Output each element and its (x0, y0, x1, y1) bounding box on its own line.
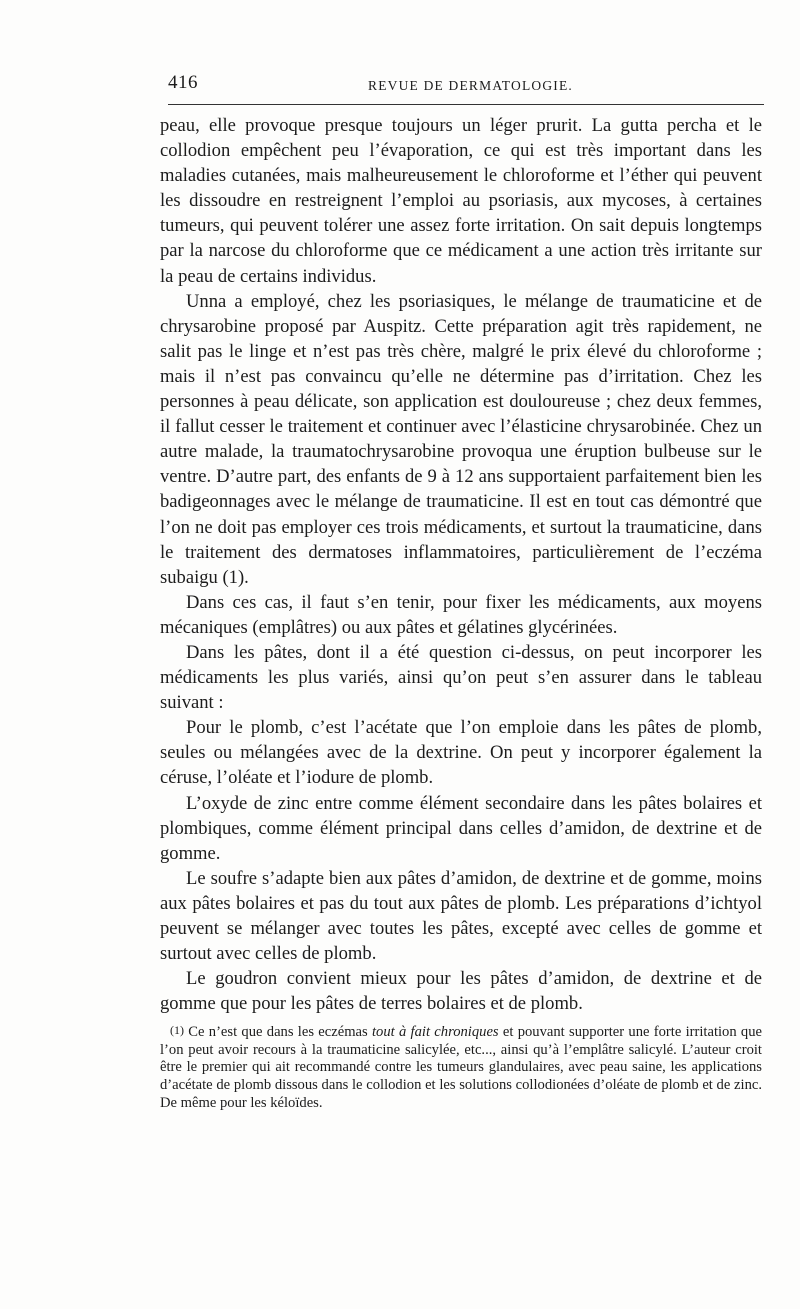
paragraph: Unna a employé, chez les psoriasiques, le mélange de traumaticine et de chrysarobine proposé par Auspitz. Cette préparation agit très rapidement, ne salit pas le linge et n’est pas très chère, malgré le prix élevé du chloroforme ; mais il n’est pas convaincu qu’elle ne détermine pas d’irritation. Chez les personnes à peau délicate, son application est douloureuse ; chez deux femmes, il fallut cesser le traitement et continuer avec l’élasticine chrysarobinée. Chez un autre malade, la traumatochrysarobine provoqua une éruption bulbeuse sur le ventre. D’autre part, des enfants de 9 à 12 ans supportaient parfaitement bien les badigeonnages avec le mélange de traumaticine. Il est en tout cas démontré que l’on ne doit pas employer ces trois médicaments, et surtout la traumaticine, dans le traitement des dermatoses inflammatoires, particulièrement de l’eczéma subaigu (1). (160, 290, 762, 588)
page-number: 416 (168, 72, 198, 93)
header-rule (168, 104, 764, 105)
footnote (160, 1022, 762, 1113)
footnote-text (160, 1022, 762, 1113)
paragraph: Pour le plomb, c’est l’acétate que l’on emploie dans les pâtes de plomb, seules ou mélangées avec de la dextrine. On peut y incorporer également la céruse, l’oléate et l’iodure de plomb. (160, 717, 762, 789)
paragraph: peau, elle provoque presque toujours un léger prurit. La gutta percha et le collodion empêchent peu l’évaporation, ce qui est très important dans les maladies cutanées, mais malheureusement le chloroforme et l’éther qui peuvent les dissoudre en restreignent l’emploi au psoriasis, aux mycoses, à certaines tumeurs, qui peuvent tolérer une assez forte irritation. On sait depuis longtemps par la narcose du chloroforme que ce médicament a une action très irritante sur la peau de certains individus. (160, 115, 762, 287)
paragraph: Dans ces cas, il faut s’en tenir, pour fixer les médicaments, aux moyens mécaniques (emplâtres) ou aux pâtes et gélatines glycérinées. (160, 591, 762, 638)
footnote-mark: (1) (170, 1023, 184, 1037)
footnote-text-before: Ce n’est que dans les eczémas (188, 1024, 372, 1040)
paragraph: Dans les pâtes, dont il a été question ci-dessus, on peut incorporer les médicaments les plus variés, ainsi qu’on peut s’en assurer dans le tableau suivant : (160, 641, 762, 714)
body-text (160, 113, 762, 1016)
paragraph: Le goudron convient mieux pour les pâtes d’amidon, de dextrine et de gomme que pour les pâtes de terres bolaires et de plomb. (160, 968, 762, 1015)
page-header (168, 70, 762, 100)
paragraph: Le soufre s’adapte bien aux pâtes d’amidon, de dextrine et de gomme, moins aux pâtes bolaires et pas du tout aux pâtes de plomb. Les préparations d’ichtyol peuvent se mélanger avec toutes les pâtes, excepté avec celles de gomme et surtout avec celles de plomb. (160, 867, 762, 965)
running-title: REVUE DE DERMATOLOGIE. (368, 78, 574, 93)
footnote-emphasis: tout à fait chroniques (372, 1024, 499, 1040)
paragraph: L’oxyde de zinc entre comme élément secondaire dans les pâtes bolaires et plombiques, comme élément principal dans celles d’amidon, de dextrine et de gomme. (160, 792, 762, 864)
footnote-text-after: et pouvant supporter une forte irritation que l’on peut avoir recours à la traumaticine salicylée, etc..., ainsi qu’à l’emplâtre salicylé. L’auteur croit être le premier qui ait recommandé contre les tumeurs glandulaires, avec peau saine, les applications d’acétate de plomb dissous dans le collodion et les solutions collodionées d’oléate de plomb et de zinc. De même pour les kéloïdes. (160, 1024, 763, 1111)
